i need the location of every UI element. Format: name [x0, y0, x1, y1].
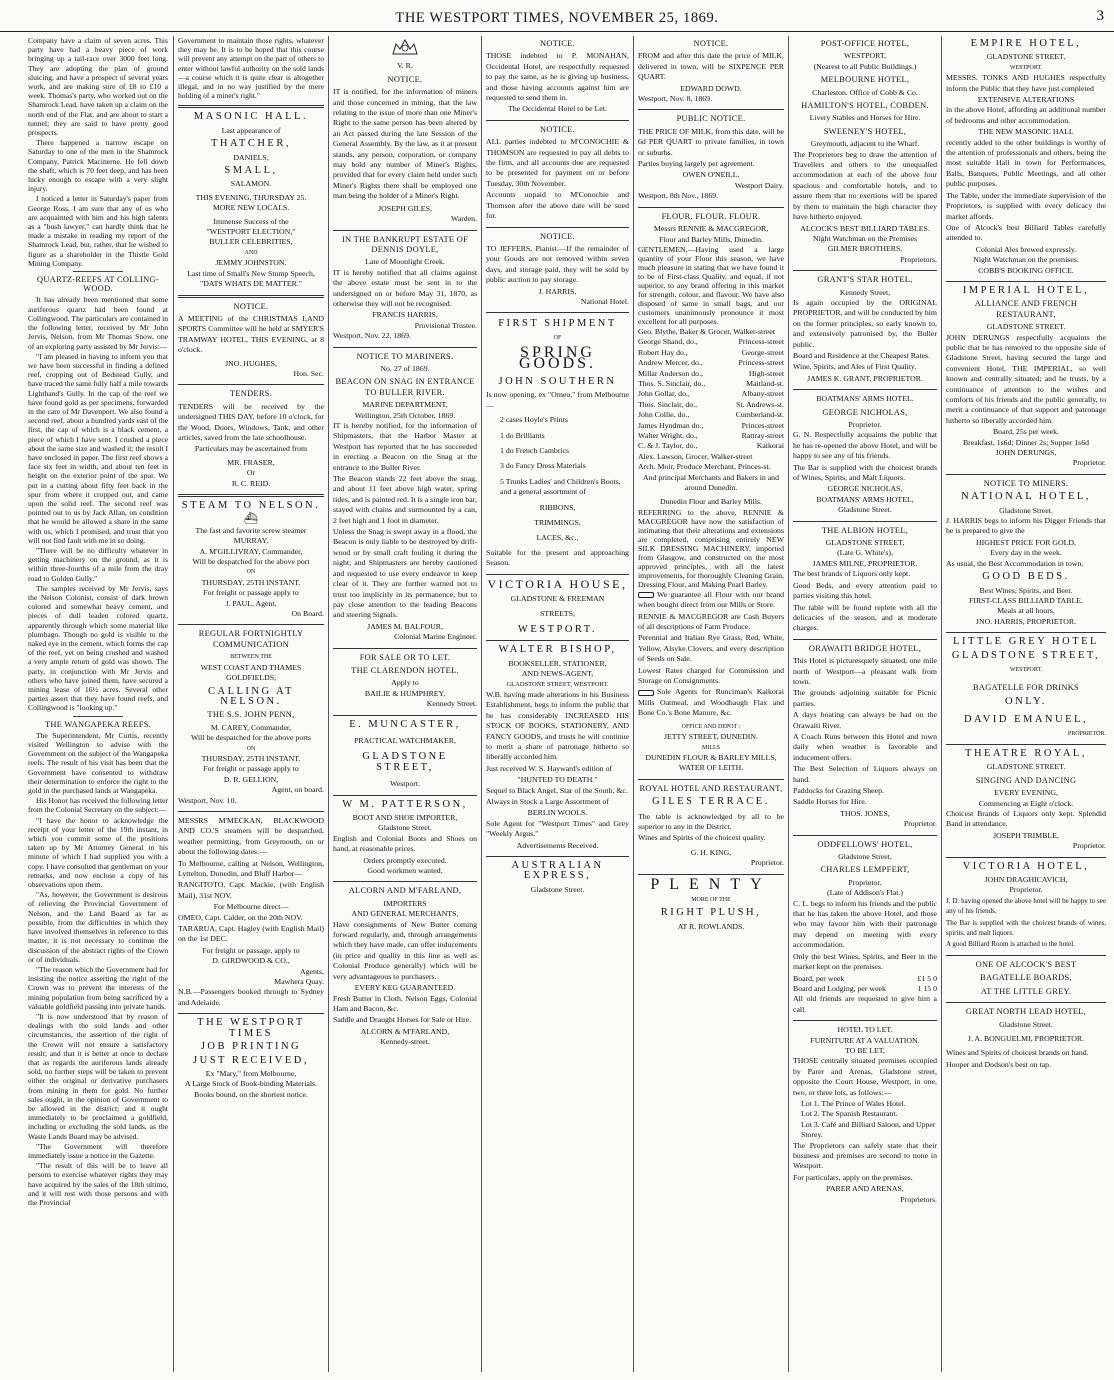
divider	[946, 744, 1106, 745]
article-paragraph: "The reason which the Government had for insisting the notice asserting the right of the Crown was to prevent the interests of the mining population from being sacrificed by a valuable goldfield passing into private hands.	[28, 964, 168, 1011]
ad-orawaiti-bridge-hotel: ORAWAITI BRIDGE HOTEL, This Hotel is picturesquely situated, one mile north of Westport—a pleasant walk from town. The grounds adjoining suitable for Picnic parties. A days boating can always be had on the Orawaiti River. A Coach Runs between this Hotel and town daily when weather is favorable and inducement offers. The Best Selection of Liquors always on hand. Paddocks for Grazing Sheep. Saddle Horses for Hire. THOS. JONES, Proprietor.	[793, 643, 937, 829]
column-5	[634, 36, 788, 1374]
divider	[946, 1002, 1106, 1003]
ad-walter-bishop: WALTER BISHOP, BOOKSELLER, STATIONER, AND NEWS-AGENT, GLADSTONE STREET, WESTPORT. W.B. having made alterations in his Business Establishment, begs to inform the public that he has considerably INCREASED HIS STOCK OF BOOKS, STATIONERY, AND FANCY GOODS, and trusts he will continue to merit a share of patronage hitherto so liberally accorded him. Just received W. S. Hayward's edition of "HUNTED TO DEATH." Sequel to Black Angel, Star of the South, &c. Always in Stock a Large Assortment of BERLIN WOOLS. Sole Agent for "Westport Times" and Grey "Weekly Argus." Advertisements Received.	[486, 644, 629, 850]
signer-row	[638, 369, 784, 379]
masthead	[0, 0, 1114, 32]
signer-street: Albany-street	[741, 389, 784, 399]
ad-victoria-hotel: VICTORIA HOTEL, JOHN DRAGHICAVICH, Proprietor. J. D. having opened the above hotel will be happy to see any of his friends. The Bar is supplied with the choicest brands of wines, spirits, and malt liquors. A good Billiard Room is attached to the hotel.	[946, 860, 1106, 949]
divider	[946, 632, 1106, 633]
signer-name: George Shand, do.,	[638, 337, 698, 347]
article-paragraph: Government to maintain those rights, whatever they may be. It is to be hoped that this course will prevent any attempt on the part of others to enter without lawful authority on the sold lands—a course which it is quite clear is altogether illegal, and in no way justified by the mere holding of a miner's right."	[178, 36, 324, 101]
ad-australian-express: AUSTRALIAN EXPRESS, Gladstone Street.	[511, 860, 604, 894]
lots-list	[793, 1099, 937, 1141]
column-4	[482, 36, 633, 1374]
divider	[793, 835, 937, 836]
ad-land-sports-notice: NOTICE. A MEETING of the CHRISTMAS LAND SPORTS Committee will be held at SMYER'S TRAMWAY HOTEL, THIS EVENING, at 8 o'clock. JNO. HUGHES, Hon. Sec.	[178, 301, 324, 378]
divider	[178, 1013, 324, 1014]
signer-name: Arch. Moir, Produce Merchant, Princes-st.	[638, 462, 771, 472]
ad-spring-goods: FIRST SHIPMENT OF SPRING GOODS. JOHN SOUTHERN Is now opening, ex "Omeo," from Melbourne— 2 cases Hoyle's Prints 1 do Brilliants 1 do French Cambrics 3 do Fancy Dress Materials 5 Trunks Ladies' and Children's Boots, and a general assortment of RIBBONS, TRIMMINGS, LACES, &c., Suitable for the present and approaching Season.	[486, 318, 629, 568]
ad-victoria-house: VICTORIA HOUSE, GLADSTONE & FREEMAN STREETS, WESTPORT.	[487, 576, 628, 635]
article-paragraph: His Honor has received the following letter from the Colonial Secretary on the subject:—	[28, 796, 168, 815]
divider	[178, 494, 324, 497]
ad-post-office-hotels: POST-OFFICE HOTEL, WESTPORT, (Nearest to all Public Buildings.) MELBOURNE HOTEL, Charleston. Office of Cobb & Co. HAMILTON'S HOTEL, COBDEN. Livery Stables and Horses for Hire. SWEENEY'S HOTEL, Greymouth, adjacent to the Wharf. The Proprietors beg to draw the attention of Travellers and others to the unequalled accommodation at each of the above four spacious and comfortable hotels, and to assure them that no exertions will be spared by them to maintain the high character they have hitherto enjoyed. ALCOCK'S BEST BILLIARD TABLES. Night Watchman on the Premises GILMER BROTHERS, Proprietors.	[793, 39, 937, 264]
divider	[486, 640, 629, 641]
ad-jeffers-notice: NOTICE. TO JEFFERS, Pianist.—If the remainder of your Goods are not removed within seven days, and storage paid, they will be sold by public auction to pay storage. J. HARRIS, National Hotel.	[486, 231, 629, 306]
ad-muncaster-watchmaker: E. MUNCASTER, PRACTICAL WATCHMAKER, GLADSTONE STREET, Westport.	[349, 718, 461, 789]
list-item: Lot 1. The Prince of Wales Hotel.	[801, 1098, 906, 1108]
ad-patterson-boots: W M. PATTERSON, BOOT AND SHOE IMPORTER, Gladstone Street. English and Colonial Boots and Shoes on hand, at reasonable prices. Orders promptly executed. Good workmen wanted.	[333, 798, 477, 876]
divider	[486, 227, 629, 228]
article-paragraph: "There will be no difficulty whatever in getting machinery on the ground, as it is within three-fourths of a mile from the dray road to Golden Gully."	[28, 545, 168, 583]
article-heading: QUARTZ-REEFS AT COLLING-WOOD.	[37, 275, 159, 294]
signer-name: John Gollar, do.,	[638, 389, 690, 399]
ad-monahan-notice: NOTICE. THOSE indebted to P. MONAHAN, Occidental Hotel, are respectfully requested to pay the same, as he is giving up business, and those having accounts against him are requested to send them in. The Occidental Hotel to be Let.	[486, 39, 629, 114]
divider	[333, 715, 477, 716]
signer-row	[638, 358, 784, 368]
signer-row	[638, 462, 784, 472]
divider	[178, 295, 324, 298]
ad-little-grey-hotel: LITTLE GREY HOTEL GLADSTONE STREET, WESTPORT. BAGATELLE FOR DRINKS ONLY. DAVID EMANUEL, PROPRIETOR.	[951, 636, 1106, 737]
ad-alcorn-mfarland: ALCORN AND M'FARLAND, IMPORTERS AND GENERAL MERCHANTS, Have consignments of New Butter coming forward regularly, and, through arrangements which they have made, can offer inducements (in price and quality in this line as well as Colonial Produce generally) which will be very advantageous to purchasers. EVERY KEG GUARANTEED. Fresh Butter in Cloth. Nelson Eggs, Colonial Ham and Bacon, &c. Saddle and Draught Horses for Sale or Hire. ALCORN & M'FARLAND, Kennedy-street.	[333, 886, 477, 1047]
divider	[638, 779, 784, 780]
ad-masonic-hall: MASONIC HALL. Last appearance of THATCHER, DANIELS, SMALL, SALAMON. THIS EVENING, THURSDAY 25. MORE NEW LOCALS. Immense Success of the "WESTPORT ELECTION," BULLER CELEBRITIES, AND JEMMY JOHNSTON. Last time of Small's New Stump Speech, "DATS WHATS DE MATTER."	[178, 112, 324, 289]
ad-westport-times-printing: THE WESTPORT TIMES JOB PRINTING JUST RECEIVED, Ex "Mary," from Melbourne, A Large Stock of Book-binding Materials. Books bound, on the shortest notice.	[185, 1017, 317, 1099]
signer-list	[638, 327, 784, 473]
ad-albion-hotel: THE ALBION HOTEL, GLADSTONE STREET, (Late G. White's), JAMES MILNE, PROPRIETOR. The best brands of Liquors only kept. Good Beds, and every attention paid to parties visiting this hotel. The table will be found replete with all the delicacies of the season, and at moderate charges.	[793, 525, 937, 633]
column-1	[24, 36, 172, 1374]
performer-name: SMALL,	[224, 165, 278, 177]
performer-name: THATCHER,	[211, 138, 291, 150]
divider	[946, 955, 1106, 956]
ad-hotel-to-let: HOTEL TO LET. FURNITURE AT A VALUATION. TO BE LET, THOSE centrally situated premises occupied by Parer and Arenas, Gladstone street, opposite the Court House, Westport, in one, two, or three lots, as follows:— Lot 1. The Prince of Wales Hotel. Lot 2. The Spanish Restaurant. Lot 3. Café and Billiard Saloon, and Upper Storey. The Proprietors can safely state that their business and premises are second to none in Westport. For particulars, apply on the premises. PARER AND ARENAS, Proprietors.	[793, 1025, 937, 1204]
ad-royal-hotel: ROYAL HOTEL AND RESTAURANT, GILES TERRACE. The table is acknowledged by all to be superior to any in the District. Wines and Spirits of the choicest quality. G. H. KING, Proprietor.	[638, 783, 784, 868]
signer-name: James Hyndman do.,	[638, 420, 704, 430]
divider	[946, 857, 1106, 858]
signer-street: St. Andrews-st.	[736, 399, 784, 409]
signer-street: Princess-street	[738, 337, 784, 347]
article-paragraph: "The result of this will be to leave all persons to exercise whatever rights they may have acquired by the sales of the 18th ultimo, and it will rest with those persons and with the Provincial	[28, 1161, 168, 1207]
steamship-icon: ⛴	[244, 513, 258, 526]
article-paragraph: "I am pleased in having to inform you that we have been successful in finding a defined reef, cropping out of Bedstead Gully, and have traced the same fully half a mile towards Lighthand's Gully. In the cap of the reef we have found gold as per specimens, forwarded in the care of Mr Davenport. We also found a second reef, about a hundred yards east of the first, the cap of which is a black cement, a piece of which I have sent. I crushed a piece about the same size and washed it; the result I have enclosed in paper. The first reef shows a face six feet in width, and about ten feet in height on the exterior point of the spur. We put in a cutting about fifty feet back in the spur from where it cropped out, and came upon the solid reef. The second reef was pointed out to us by Jack Allan, on condition that he would be allowed a share in the same with us, which I promised, and trust that you will not find fault with me in so doing.	[28, 351, 169, 545]
divider	[793, 1020, 937, 1021]
signer-street: Princes-street	[741, 420, 784, 430]
page-columns	[24, 36, 1114, 1374]
divider	[333, 347, 477, 348]
list-item: TRIMMINGS,	[534, 518, 581, 528]
signer-name: Walter Wright, do.,	[638, 430, 698, 440]
article-paragraph: "The Government will therefore immediately issue a notice in the Gazette.	[28, 1141, 168, 1160]
price-row: Board and Lodging, per week 1 15 0	[793, 983, 937, 993]
article-paragraph: The samples received by Mr Jervis, says the Nelson Colonist, consist of dark brown colored and somewhat heavy cement, and pieces of dull leaden colored quartz, apparently through which some material like plumbago. Though no gold is visible to the naked eye in the cement, which forms the cap of the reef, yet on being crushed and washed a very ample return of gold was shown. The party, in conjunction with Mr Jervis and others who have joined them, have secured a mining lease of 16½ acres. Several other parties assert that they have found reefs, and Collingwood is "looking up."	[28, 583, 168, 713]
list-item: Lot 2. The Spanish Restaurant.	[801, 1109, 898, 1119]
divider	[638, 109, 784, 110]
ad-flour-rennie-macgregor: FLOUR. FLOUR. FLOUR. Messrs RENNIE & MACGREGOR, Flour and Barley Mills, Dunedin. GENTLEMEN,—Having used a large quantity of your Flour this season, we have much pleasure in stating that we have found it to be of First-class Quality, and equal, if not superior, to any brand offering in this market for strength, colour, and flavour. We have also disposed of same in small bags, and our customers unanimously pronounce it most excellent for all purposes. Geo. Blythe, Baker & Grocer, Walker-street George Shand, do., Princess-street Robert Hay do., George-street Andrew Mercer, do., Princess-street Millar Anderson do., High-street Thos. S. Sinclair, do., Maitland-st. John Gollar, do., Albany-street Thos. Sinclair, do., St. Andrews-st. John Collie, do., Cumberland-st. James Hyndman do., Princes-street Walter Wright, do., Rattray-street C. & J. Taylor, do., Kaikorai Alex. Lawson, Grocer, Walker-street Arch. Moir, Produce Merchant, Princes-st. And principal Merchants and Bakers in and around Dunedin. Dunedin Flour and Barley Mills. REFERRING to the above, RENNIE & MACGREGOR have now the satisfaction of intimating that their alterations and extensions are completed, comprising entirely NEW SILK DRESSING MACHINERY, imported from Glasgow, and constructed on the most approved principles, with all the latest improvements, for thoroughly Cleaning Grain, Dressing Flour, and Making Pearl Barley. We guarantee all Flour with our brand when bought direct from our Mills or Store. RENNIE & MACGREGOR are Cash Buyers of all descriptions of Farm Produce. Perennial and Italian Rye Grass, Red, White, Yellow, Alsyke Clovers, and every description of Seeds on Sale. Lowest Rates charged for Commission and Storage on Consignments. Sole Agents for Runciman's Kaikorai Mills Oatmeal, and Woodhaugh Flax and Bone Co.'s Bone Manure, &c. OFFICE AND DEPOT : JETTY STREET, DUNEDIN. MILLS DUNEDIN FLOUR & BARLEY MILLS, WATER OF LEITH.	[638, 211, 784, 773]
list-item: LACES, &c.,	[536, 533, 579, 543]
ad-great-north-lead-hotel: GREAT NORTH LEAD HOTEL, Gladstone Street. J. A. BONGUELMI, PROPRIETOR. Wines and Spirits of choicest brands on hand. Hooper and Dodson's best on tap.	[946, 1007, 1089, 1069]
ad-milk-notice: NOTICE. FROM and after this date the price of MILK, delivered in town, will be SIXPENCE PER QUART. EDWARD DOWD. Westport, Nov. 8, 1869.	[638, 39, 784, 104]
list-item: 2 cases Hoyle's Prints	[500, 415, 568, 425]
list-item: RIBBONS,	[539, 502, 576, 512]
divider	[178, 384, 324, 385]
signer-street: Cumberland-st.	[735, 410, 784, 420]
column-7	[942, 36, 1110, 1374]
signer-row	[638, 452, 784, 462]
divider	[178, 811, 324, 812]
signer-row	[638, 400, 784, 410]
divider	[793, 521, 937, 522]
ad-bankrupt-estate: IN THE BANKRUPT ESTATE OF DENNIS DOYLE, Late of Moonlight Creek. IT is hereby notified that all claims against the above estate must be sent in to the undersigned on or before May 31, 1870, as otherwise they will not be recognised. FRANCIS HARRIS, Provisional Trustee. Westport, Nov. 22, 1869.	[333, 234, 477, 341]
signer-name: Thos. Sinclair, do.,	[638, 399, 698, 409]
signer-name: Andrew Mercer, do.,	[638, 358, 703, 368]
signer-street: Maitland-st.	[746, 378, 784, 388]
list-item: Lot 3. Café and Billiard Saloon, and Upper Storey.	[801, 1119, 936, 1140]
article-paragraph: I noticed a letter in Saturday's paper from George Ross. I am sure that any of us who are acquainted with him and his high talents as a "bush lawyer," can hardly think that he made a mistake in reading my report of the Shamrock Lead, but, rather, that he wished to figure as a shareholder in the Thistle Gold Mining Company.	[28, 194, 168, 268]
column-6	[789, 36, 941, 1374]
signer-row	[638, 421, 784, 431]
ad-plenty-right-plush: PLENTY MORE OF THE RIGHT PLUSH, AT R. ROWLANDS.	[650, 875, 772, 931]
divider	[946, 281, 1106, 282]
signer-street: Kaikorai	[756, 441, 784, 451]
royal-crest-icon	[333, 38, 477, 59]
article-paragraph: The Superintendent, Mr Curtis, recently visited Wellington to advise with the Government on the subject of the Wangapeka reefs. The result of his visit has been that the Government have consented to withdraw their determination to enforce the right to the gold in the purchased lands at Wangapeka.	[28, 730, 168, 796]
ad-empire-hotel: EMPIRE HOTEL, GLADSTONE STREET, WESTPORT. MESSRS. TONKS AND HUGHES respectfully inform the Public that they have just completed EXTENSIVE ALTERATIONS in the above Hotel, affording an additional number of bedrooms and other accommodation. THE NEW MASONIC HALL recently added to the other buildings is worthy of the attention of professionals and others, being the most suitable Hall in town for Performances, Balls, Banquets, Public Meetings, and all other public purposes. The Table, under the immediate supervision of the Proprietors, is supplied with every delicacy the market affords. One of Alcock's best Billiard Tables carefully attended to. Colonial Ales brewed expressly. Night Watchman on the premises. COBB'S BOOKING OFFICE.	[946, 38, 1106, 275]
signer-name: John Collie, do.,	[638, 410, 690, 420]
performer-name: SALAMON.	[230, 179, 272, 189]
divider	[638, 874, 784, 875]
divider	[638, 207, 784, 208]
ad-clarendon-hotel: FOR SALE OR TO LET. THE CLARENDON HOTEL. Apply to BAILIE & HUMPHREY, Kennedy Street.	[351, 652, 477, 709]
ad-alcocks-bagatelle: ONE OF ALCOCK'S BEST BAGATELLE BOARDS, AT THE LITTLE GREY.	[975, 959, 1077, 996]
divider	[486, 120, 629, 121]
ad-mconochie-notice: NOTICE. ALL parties indebted to M'CONOCHIE & THOMSON are requested to pay all debts to the firm, and all accounts due are requested to be presented for payment on or before Tuesday, 30th November. Accounts unpaid to M'Conochie and Thomson after the above date will be sued for.	[486, 124, 629, 221]
ad-steam-to-nelson: STEAM TO NELSON. ⛴ The fast and favorite screw steamer MURRAY, A. M'GILLIVRAY, Commander, Will be despatched for the above port ON THURSDAY, 25TH INSTANT. For freight or passage apply to J. PAUL, Agent, On Board.	[178, 501, 324, 619]
signer-row	[638, 431, 784, 441]
signer-row	[638, 327, 784, 337]
article-paragraph: There happened a narrow escape on Saturday to one of the men in the Shamrock Company, Patrick Macinerne. He fell down the shaft, which is 70 feet deep, and has been lucky enough to escape with a very slight injury.	[28, 138, 168, 194]
divider	[486, 856, 629, 857]
performer-name: DANIELS,	[233, 152, 269, 162]
signer-name: Geo. Blythe, Baker & Grocer, Walker-street	[638, 326, 775, 336]
column-3	[329, 36, 481, 1374]
divider	[178, 105, 324, 108]
divider	[73, 716, 123, 717]
divider	[793, 639, 937, 640]
signer-street: George-street	[741, 347, 784, 357]
signer-name: C. & J. Taylor, do.,	[638, 441, 698, 451]
signer-street: High-street	[748, 368, 784, 378]
article-paragraph: It has already been mentioned that some auriferous quartz had been found at Collingwood. The particulars are contained in the following letter, received by Mr John Jervis, Nelson, from Mr Thomas Snow, one of an exploring party assisted by Mr Jervis:—	[28, 295, 168, 351]
signer-row	[638, 389, 784, 399]
page-number: 3	[1096, 8, 1104, 24]
ad-national-hotel: NOTICE TO MINERS. NATIONAL HOTEL, Gladstone Street. J. HARRIS begs to inform his Digger Friends that he is prepared to give the HIGHEST PRICE FOR GOLD, Every day in the week. As usual, the Best Accommodation in town. GOOD BEDS. Best Wines, Spirits, and Beer. FIRST-CLASS BILLIARD TABLE. Meals at all hours. JNO. HARRIS, PROPRIETOR.	[946, 478, 1106, 626]
divider	[486, 574, 629, 575]
ad-regular-communication: REGULAR FORTNIGHTLY COMMUNICATION BETWEEN THE WEST COAST AND THAMES GOLDFIELDS, CALLING AT NELSON. THE S.S. JOHN PENN, M. CAREY, Commander, Will be despatched for the above ports ON THURSDAY, 25TH INSTANT. For freight or passage apply to D. R. GELLION, Agent, on board. Westport, Nov. 10.	[178, 629, 324, 805]
goods-list	[500, 415, 629, 497]
divider	[946, 474, 1106, 475]
ad-imperial-hotel: IMPERIAL HOTEL, ALLIANCE AND FRENCH RESTAURANT, GLADSTONE STREET. JOHN DERUNGS respectfully acquaints the public that he has removed to the opposite side of Gladstone Street, having secured the large and convenient Hotel, THE IMPERIAL, so well known and centrally situated; and he trusts, by a continuance of attention to the wishes and comforts of his friends and the public generally, to merit a continuance of that support and patronage hitherto so liberally accorded him. Board, 25s per week. Breakfast, 1s6d; Dinner 2s; Supper 1s6d JOHN DERUNGS, Proprietor.	[946, 284, 1106, 468]
ad-miners-rights-notice: V. R. NOTICE. IT is notified, for the information of miners and those concerned in mining, that the law relating to the issue of more than one Miner's Right to the same person has been altered by an Act passed during the late Session of the General Assembly. By the law, as it at present stands, any person, corporation, or company may hold any number of Miner's Rights, provided that for every claim held under such Miner's Rights there shall be employed one man being the holder of a Miner's Right. JOSEPH GILES, Warden.	[333, 38, 477, 225]
signer-row	[638, 410, 784, 420]
ad-tenders: TENDERS. TENDERS will be received by the undersigned THIS DAY, before 10 o'clock, for the Wood, Doors, Windows, Tank, and other articles, saved from the late schoolhouse. Particulars may be ascertained from MR. FRASER, Or R. C. REID.	[178, 389, 324, 488]
signer-name: Thos. S. Sinclair, do.,	[638, 378, 706, 388]
signer-name: Alex. Lawson, Grocer, Walker-street	[638, 451, 753, 461]
signer-row	[638, 337, 784, 347]
newspaper-title: THE WESTPORT TIMES, NOVEMBER 25, 1869.	[395, 10, 719, 26]
divider	[178, 624, 324, 625]
article-heading: THE WANGAPEKA REEFS.	[44, 719, 152, 729]
signer-row	[638, 348, 784, 358]
ad-notice-to-mariners: NOTICE TO MARINERS. No. 27 of 1869. BEACON ON SNAG IN ENTRANCE TO BULLER RIVER. MARINE DEPARTMENT, Wellington, 25th October, 1869. IT is hereby notified, for the information of Shipmasters, that the Harbor Master at Westport has reported that he has succeeded in erecting a Beacon on the Snag at the entrance to the Buller River. The Beacon stands 22 feet above the snag, and about 11 feet above high water, spring tides, and is painted red. It is a single iron bar, stayed with chains and surmounted by a can, 2 feet high and 1 foot in diameter. Unless the Snag is swept away in a flood, the Beacon is only liable to be destroyed by drift-wood or by small craft fouling it during the night; and Shipmasters are hereby cautioned and requested to use every endeavor to keep clear of it. They are further warned not to trust too implicitly in its permanence, but to pay close attention to the leading Beacons and steering Signals. JAMES M. BALFOUR, Colonial Marine Engineer.	[333, 351, 477, 642]
list-item: 1 do Brilliants	[500, 430, 545, 440]
list-item: 5 Trunks Ladies' and Children's Boots, and a general assortment of	[500, 476, 621, 497]
price-row: Board, per week £1 5 0	[793, 973, 937, 983]
signer-street: Princess-street	[738, 358, 784, 368]
vr-mark: V. R.	[397, 61, 413, 71]
divider	[333, 881, 477, 882]
divider	[793, 270, 937, 271]
divider	[486, 312, 629, 313]
signer-row	[638, 441, 784, 451]
ad-mmeckan-blackwood: MESSRS M'MECKAN, BLACKWOOD AND CO.'S steamers will be despatched, weather permitting, from Greymouth, on or about the following dates:— To Melbourne, calling at Nelson, Wellington, Lyttelton, Dunedin, and Bluff Harbor— RANGITOTO, Capt. Mackie, (with English Mail), 31st NOV. For Melbourne direct— OMEO, Capt. Calder, on the 20th NOV. TARARUA, Capt. Hagley (with English Mail) on the 1st DEC. For freight or passage, apply to D. GIRDWOOD & CO., Agents, Mawhera Quay. N.B.—Passengers booked through to Sydney and Adelaide.	[178, 815, 324, 1007]
ad-theatre-royal: THEATRE ROYAL, GLADSTONE STREET. SINGING AND DANCING EVERY EVENING, Commencing at Eight o'clock. Choicest Brands of Liquors only kept. Splendid Band in attendance. JOSEPH TRIMBLE, Proprietor.	[946, 747, 1106, 851]
pointing-hand-icon	[638, 690, 654, 696]
ad-boatmans-arms: BOATMANS' ARMS HOTEL. GEORGE NICHOLAS, Proprietor. G. N. Respectfully acquaints the public that he has re-opened the above Hotel, and will be happy to see any of his friends. The Bar is supplied with the choicest brands of Wines, Spirits, and Malt Liquors. GEORGE NICHOLAS, BOATMANS' ARMS HOTEL, Gladstone Street.	[793, 394, 937, 515]
article-paragraph: Company have a claim of seven acres. This party have had a heavy piece of work bringing up a tail-race over 3000 feet long. They are adopting the plan of ground sluicing, and have a prospect of several years work, and are making sure of £8 to £10 a week. Thomas's party, who worked out on the Shamrock Lead, have taken up a claim on the north end of the Flat, and are about to start a tunnel; they are said to have pretty good prospects.	[28, 36, 168, 138]
divider	[333, 230, 477, 231]
list-item: 3 do Fancy Dress Materials	[500, 461, 586, 471]
divider	[333, 648, 477, 649]
ad-oddfellows-hotel: ODDFELLOWS' HOTEL, Gladstone Street, CHARLES LEMPFERT, Proprietor. (Late of Addison's Flat.) C. L. begs to inform his friends and the public that he has taken the above Hotel, and those who may favour him with their patronage may depend on meeting with every accommodation. Only the best Wines, Spirits, and Beer in the market kept on the premises. Board, per week £1 5 0 Board and Lodging, per week 1 15 0 All old friends are requested to give him a call.	[793, 839, 938, 1014]
divider	[793, 389, 937, 390]
article-paragraph: "It is now understood that by reason of dealings with the sold lands and other circumstances, the assertion of the right of the Crown will not ensure a satisfactory result; and that it is better at once to declare that as regards the auriferous lands already sold, no further steps will be taken to prevent either the original or derivative purchasers from mining in them for gold. No further sales ought, in the opinion of Government to be allowed in the district; and it ought immediately to be proclaimed a goldfield, including or excluding the sold lands, as the Waste Lands Board may be advised.	[28, 1011, 168, 1141]
ad-public-notice-milk: PUBLIC NOTICE. THE PRICE OF MILK, from this date, will be 6d PER QUART to private families, in town or suburbs. Parties buying largely per agreement. OWEN O'NEILL, Westport Dairy. Westport, 8th Nov., 1869.	[638, 114, 784, 201]
pointing-hand-icon	[638, 592, 654, 598]
ad-heading: MASONIC HALL.	[193, 111, 309, 123]
ad-grants-star-hotel: GRANT'S STAR HOTEL, Kennedy Street, Is again occupied by the ORIGINAL PROPRIETOR, and will be conducted by him on the former principles, so early known to, and extensively patronised by, the Buller public. Board and Residence at the Cheapest Rates. Wine, Spirits, and Ales of First Quality. JAMES K. GRANT, PROPRIETOR.	[793, 275, 937, 383]
divider	[333, 795, 477, 796]
list-item: 1 do French Cambrics	[500, 446, 570, 455]
article-paragraph: "I have the honor to acknowledge the receipt of your letter of the 19th instant, in which you commit some of the positions taken up by Mr Attorney General in his minute of which I had supplied you with a copy. I have consulted that gentleman on your remarks, and now enclose a copy of his observations upon them.	[28, 815, 168, 890]
article-paragraph: "As, however, the Government is desirous of relieving the Provincial Government of Nelson, and the Land Board as far as possible, from the difficulties in which they have involved themselves in reference to this matter, it is not necessary to continue the discussion of the abstract rights of the Crown or of individuals.	[28, 890, 168, 964]
signer-street: Rattray-street	[741, 430, 784, 440]
column-2	[174, 36, 328, 1374]
signer-name: Robert Hay do.,	[638, 347, 688, 357]
signer-row	[638, 379, 784, 389]
signer-name: Millar Anderson do.,	[638, 368, 703, 378]
divider	[73, 271, 123, 272]
